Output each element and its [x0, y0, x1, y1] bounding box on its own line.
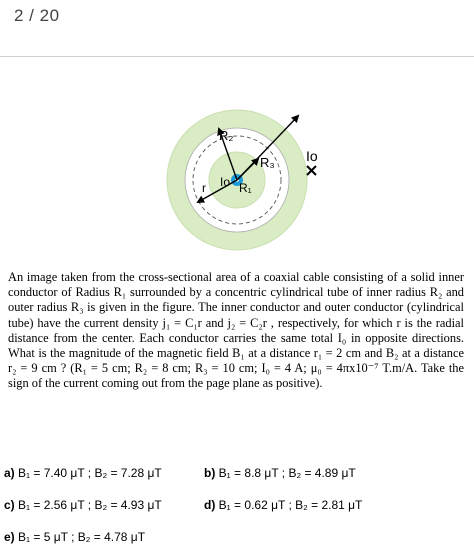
top-divider: [0, 56, 474, 57]
answer-row-1: [4, 466, 162, 480]
option-a-text: B₁ = 7.40 μT ; B₂ = 7.28 μT: [18, 466, 162, 480]
question-text: An image taken from the cross-sectional area of a coaxial cable consisting of a solid inner conductor of Radius R₁ surrounded by a concentric cylindrical tube of inner radius R₂ and outer radius R₃ is given in the figure. The inner conductor and outer conductor (cylindrical tube) have the current density j₁ = C₁r and j₂ = C₂r , respectively, for which r is the radial distance from the center. Each conductor carries the same total I₀ in opposite directions. What is the magnitude of the magnetic field B₁ at a distance r₁ = 2 cm and B₂ at a distance r₂ = 9 cm ? (R₁ = 5 cm; R₂ = 8 cm; R₃ = 10 cm; I₀ = 4 A; μ₀ = 4πx10⁻⁷ T.m/A. Take the sign of the current coming out from the page plane as positive).: [8, 270, 464, 391]
current-into-page-icon: [307, 166, 316, 175]
coaxial-cable-diagram: [140, 92, 340, 262]
label-r3: R₃: [260, 155, 275, 170]
answer-row-2: [4, 498, 162, 512]
label-r: r: [202, 181, 206, 195]
option-d[interactable]: [204, 498, 362, 512]
option-b[interactable]: [204, 466, 356, 480]
option-b-letter: b): [204, 466, 216, 480]
label-r2: R₂: [219, 128, 234, 143]
label-r1: R₁: [239, 181, 252, 195]
coaxial-cable-figure: [140, 92, 340, 262]
page-counter: 2 / 20: [14, 6, 60, 25]
option-d-text: B₁ = 0.62 μT ; B₂ = 2.81 μT: [218, 498, 363, 512]
label-io-outer: Io: [306, 148, 318, 164]
option-d-letter: d): [204, 498, 216, 512]
label-io-inner: Io: [220, 175, 231, 189]
option-a-letter: a): [4, 466, 15, 480]
option-c-text: B₁ = 2.56 μT ; B₂ = 4.93 μT: [18, 498, 162, 512]
option-b-text: B₁ = 8.8 μT ; B₂ = 4.89 μT: [218, 466, 356, 480]
option-c-letter: c): [4, 498, 15, 512]
option-e-text: B₁ = 5 μT ; B₂ = 4.78 μT: [18, 530, 146, 544]
option-e[interactable]: [4, 530, 145, 544]
option-e-letter: e): [4, 530, 15, 544]
